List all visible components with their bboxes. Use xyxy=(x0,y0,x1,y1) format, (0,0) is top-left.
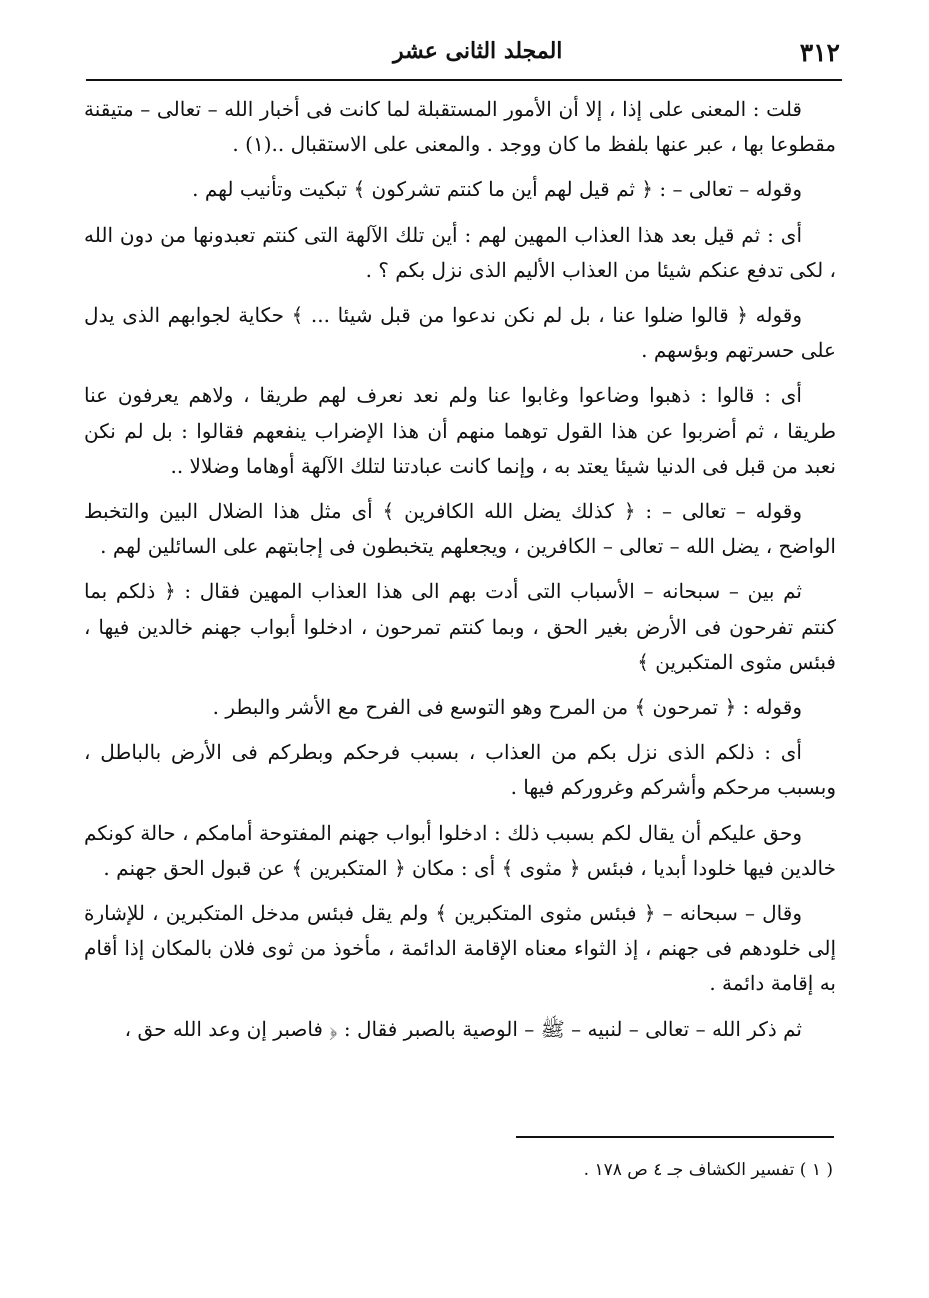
paragraph: وقوله : ﴿ تمرحون ﴾ من المرح وهو التوسع فى الفرح مع الأشر والبطر . xyxy=(212,695,802,720)
footnote: ( ١ ) تفسير الكشاف جـ ٤ ص ١٧٨ . xyxy=(583,1160,833,1180)
paragraph: وقوله – تعالى – : ﴿ كذلك يضل الله الكافرين ﴾ أى مثل هذا الضلال البين والتخبط الواضح ، يضل الله – تعالى – الكافرين ، ويجعلهم يتخبطون فى إجابتهم على السائلين لهم . xyxy=(84,499,836,559)
paragraph: أى : ثم قيل بعد هذا العذاب المهين لهم : أين تلك الآلهة التى كنتم تعبدونها من دون الله ، لكى تدفع عنكم شيئا من العذاب الأليم الذى نزل بكم ؟ . xyxy=(84,222,836,282)
page-header xyxy=(88,32,840,72)
paragraph: وقال – سبحانه – ﴿ فبئس مثوى المتكبرين ﴾ ولم يقل فبئس مدخل المتكبرين ، للإشارة إلى خلودهم فى جهنم ، إذ الثواء معناه الإقامة الدائمة ، مأخوذ من ثوى فلان بالمكان إذا أقام به إقامة دائمة . xyxy=(84,901,836,996)
footnote-divider xyxy=(516,1136,834,1138)
paragraph: أى : ذلكم الذى نزل بكم من العذاب ، بسبب فرحكم وبطركم فى الأرض بالباطل ، وبسبب مرحكم وأشركم وغروركم فيها . xyxy=(84,740,836,800)
page-body xyxy=(84,92,836,1057)
paragraph: وحق عليكم أن يقال لكم بسبب ذلك : ادخلوا أبواب جهنم المفتوحة أمامكم ، حالة كونكم خالدين فيها خلودا أبديا ، فبئس ﴿ مثوى ﴾ أى : مكان ﴿ المتكبرين ﴾ عن قبول الحق جهنم . xyxy=(84,820,836,880)
page-number: ٣١٢ xyxy=(799,37,840,67)
paragraph: قلت : المعنى على إذا ، إلا أن الأمور المستقبلة لما كانت فى أخبار الله – تعالى – متيقنة مقطوعا بها ، عبر عنها بلفظ ما كان ووجد . والمعنى على الاستقبال ..(١) . xyxy=(84,97,836,157)
paragraph: وقوله ﴿ قالوا ضلوا عنا ، بل لم نكن ندعوا من قبل شيئا ... ﴾ حكاية لجوابهم الذى يدل على حسرتهم وبؤسهم . xyxy=(84,303,836,363)
paragraph: أى : قالوا : ذهبوا وضاعوا وغابوا عنا ولم نعد نعرف لهم طريقا ، ولاهم يعرفون عنا طريقا ، ثم أضربوا عن هذا القول توهما منهم أن هذا الإضراب ينفعهم فقالوا : بل لم نكن نعبد من قبل فى الدنيا شيئا يعتد به ، وإنما كانت عبادتنا لتلك الآلهة أوهاما وضلالا .. xyxy=(84,383,836,478)
header-divider xyxy=(86,79,842,81)
volume-title: المجلد الثانى عشر xyxy=(393,38,563,64)
paragraph: ثم بين – سبحانه – الأسباب التى أدت بهم الى هذا العذاب المهين فقال : ﴿ ذلكم بما كنتم تفرحون فى الأرض بغير الحق ، وبما كنتم تمرحون ، ادخلوا أبواب جهنم خالدين فيها ، فبئس مثوى المتكبرين ﴾ xyxy=(84,579,836,674)
paragraph: ثم ذكر الله – تعالى – لنبيه – ﷺ – الوصية بالصبر فقال : ﴿ فاصبر إن وعد الله حق ، xyxy=(124,1016,802,1041)
paragraph: وقوله – تعالى – : ﴿ ثم قيل لهم أين ما كنتم تشركون ﴾ تبكيت وتأنيب لهم . xyxy=(192,177,802,202)
